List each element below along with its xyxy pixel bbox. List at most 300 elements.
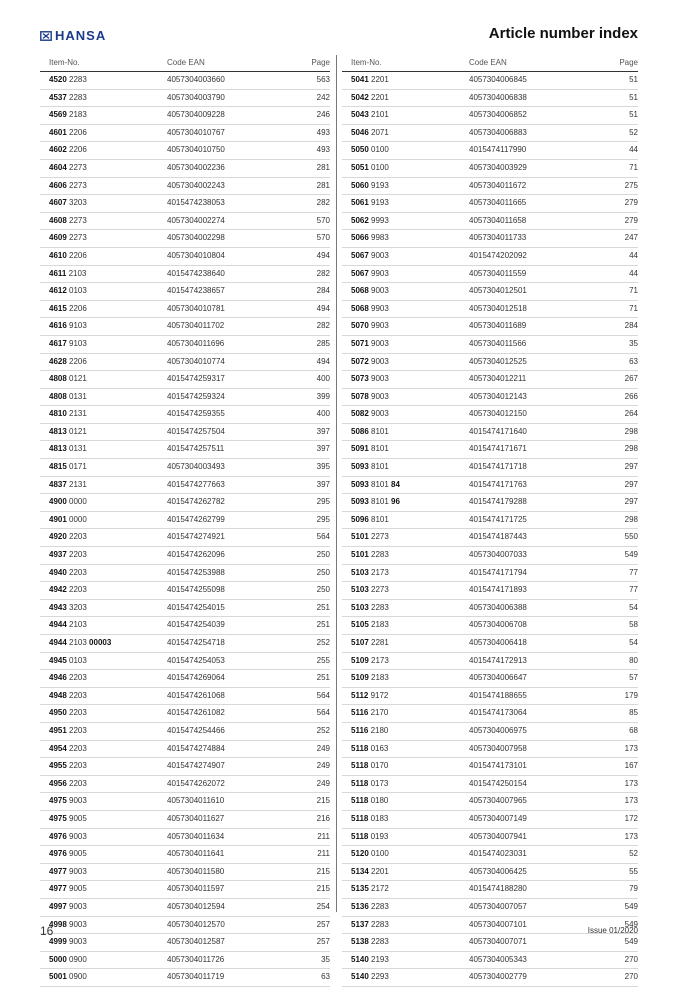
item-number [40,406,167,423]
item-number-base: 4943 [49,602,67,612]
item-number-suffix: 0170 [368,761,389,771]
page-ref: 264 [624,409,638,419]
page-ref: 54 [629,602,638,612]
item-number-base: 4920 [49,532,67,542]
item-number-suffix: 2201 [368,92,389,102]
item-number-base: 5101 [351,550,369,560]
item-number [342,670,469,687]
ean-code: 4057304003790 [167,92,225,102]
item-number [40,142,167,159]
item-number-suffix: 2283 [368,602,389,612]
item-number-base: 5103 [351,585,369,595]
item-number-base: 5118 [351,743,369,753]
page-ref: 549 [624,937,638,947]
page-ref: 298 [624,514,638,524]
table-row [40,195,330,213]
item-number [40,107,167,124]
item-number-base: 4612 [49,286,67,296]
ean-code: 4057304012525 [469,356,527,366]
item-number [342,230,469,247]
item-number [342,142,469,159]
table-row [342,846,638,864]
ean-code: 4057304002298 [167,233,225,243]
page-ref: 298 [624,444,638,454]
item-number-suffix: 2203 [66,725,87,735]
page-ref: 279 [624,215,638,225]
table-row [40,494,330,512]
page-ref: 564 [316,708,330,718]
item-number [342,125,469,142]
item-number-suffix: 8101 [368,444,389,454]
page-ref: 215 [316,866,330,876]
item-number [342,758,469,775]
page-ref: 173 [624,743,638,753]
table-row [342,617,638,635]
page-ref: 179 [624,690,638,700]
ean-code: 4015474269064 [167,673,225,683]
item-number-suffix: 9005 [66,849,87,859]
page-ref: 297 [624,479,638,489]
left-table-body [40,72,330,987]
item-number [342,776,469,793]
page-ref: 267 [624,374,638,384]
item-number [342,424,469,441]
table-row [342,969,638,987]
ean-code: 4057304011634 [167,831,225,841]
table-row [40,318,330,336]
table-row [342,741,638,759]
page-ref: 282 [316,321,330,331]
item-number-base: 4808 [49,374,67,384]
item-number-base: 5068 [351,286,369,296]
item-number-suffix: 2206 [66,303,87,313]
item-number-base: 5070 [351,321,369,331]
ean-code: 4057304011702 [167,321,225,331]
table-row [342,793,638,811]
item-number-suffix: 9003 [66,919,87,929]
item-number-base: 4537 [49,92,67,102]
left-column-table [40,55,330,987]
ean-code: 4015474262072 [167,778,225,788]
table-row [40,565,330,583]
table-row [342,125,638,143]
ean-code: 4057304007033 [469,550,527,560]
item-number-suffix: 8101 [368,462,389,472]
page-ref: 257 [316,937,330,947]
ean-code: 4015474250154 [469,778,527,788]
item-number-suffix: 2283 [368,901,389,911]
table-row [40,248,330,266]
table-row [40,459,330,477]
item-number [40,441,167,458]
item-number-base: 4942 [49,585,67,595]
item-number-base: 5140 [351,954,369,964]
page-ref: 563 [316,75,330,84]
table-row [342,494,638,512]
item-number [40,758,167,775]
item-number-base: 5093 [351,479,369,489]
table-row [40,512,330,530]
page-ref: 564 [316,690,330,700]
table-row [40,829,330,847]
item-number-suffix: 0900 [66,972,87,982]
page-ref: 44 [629,145,638,155]
item-number-suffix: 2283 [66,92,87,102]
page-ref: 246 [316,110,330,120]
col-header-ean: Code EAN [167,58,205,67]
item-number-base: 5043 [351,110,369,120]
item-number-base: 4813 [49,426,67,436]
item-number [342,283,469,300]
item-number-variant: 84 [391,479,400,489]
item-number-base: 4944 [49,620,67,630]
item-number [342,494,469,511]
ean-code: 4057304011627 [167,813,225,823]
ean-code: 4057304002243 [167,180,225,190]
table-row [342,266,638,284]
page-ref: 250 [316,567,330,577]
item-number-base: 5116 [351,708,369,718]
item-number-suffix: 2206 [66,356,87,366]
item-number-base: 5073 [351,374,369,384]
ean-code: 4057304010781 [167,303,225,313]
table-row [40,952,330,970]
table-row [40,723,330,741]
item-number-base: 5093 [351,462,369,472]
table-row [342,107,638,125]
item-number-suffix: 0100 [368,849,389,859]
item-number-suffix: 9003 [66,901,87,911]
table-row [40,354,330,372]
page-ref: 281 [316,180,330,190]
page-ref: 257 [316,919,330,929]
item-number-suffix: 8101 [368,514,389,524]
brand-name: HANSA [55,28,107,43]
item-number-base: 5082 [351,409,369,419]
page-ref: 172 [624,813,638,823]
item-number-base: 4945 [49,655,67,665]
item-number [40,195,167,212]
item-number-base: 5138 [351,937,369,947]
table-row [40,301,330,319]
item-number-base: 4976 [49,849,67,859]
item-number [342,600,469,617]
page-ref: 52 [629,127,638,137]
item-number [40,318,167,335]
item-number [342,160,469,177]
ean-code: 4015474171893 [469,585,527,595]
item-number [40,899,167,916]
item-number [40,213,167,230]
ean-code: 4015474188280 [469,884,527,894]
ean-code: 4015474259355 [167,409,225,419]
item-number-suffix: 2180 [368,725,389,735]
table-row [342,565,638,583]
page-ref: 494 [316,250,330,260]
item-number [342,459,469,476]
item-number [342,952,469,969]
ean-code: 4057304006647 [469,673,527,683]
hansa-logo-icon [40,31,52,41]
page-ref: 250 [316,585,330,595]
item-number-suffix: 0173 [368,778,389,788]
item-number-suffix: 2206 [66,127,87,137]
ean-code: 4015474277663 [167,479,225,489]
item-number [342,899,469,916]
col-header-item-no: Item-No. [49,58,80,67]
item-number [40,670,167,687]
ean-code: 4015474117990 [469,145,527,155]
table-row [342,90,638,108]
table-header-row [342,55,638,72]
ean-code: 4057304003660 [167,75,225,84]
item-number-suffix: 9003 [368,338,389,348]
item-number-suffix: 9003 [66,937,87,947]
ean-code: 4057304007941 [469,831,527,841]
ean-code: 4057304011580 [167,866,225,876]
page-ref: 549 [624,919,638,929]
ean-code: 4057304006425 [469,866,527,876]
item-number [40,512,167,529]
item-number-base: 5042 [351,92,369,102]
item-number-suffix: 0000 [66,497,87,507]
ean-code: 4015474254039 [167,620,225,630]
ean-code: 4057304003929 [469,162,527,172]
item-number-suffix: 2131 [66,479,87,489]
ean-code: 4057304012518 [469,303,527,313]
item-number-suffix: 9003 [368,356,389,366]
item-number-suffix: 3203 [66,198,87,208]
item-number [40,459,167,476]
table-row [40,160,330,178]
table-row [342,248,638,266]
item-number [342,477,469,494]
ean-code: 4057304007965 [469,796,527,806]
item-number-suffix: 2203 [66,778,87,788]
item-number-base: 4808 [49,391,67,401]
item-number-base: 5001 [49,972,67,982]
item-number-suffix: 2201 [368,75,389,84]
table-row [40,776,330,794]
ean-code: 4057304003493 [167,462,225,472]
page-ref: 80 [629,655,638,665]
item-number-base: 5060 [351,180,369,190]
table-row [40,741,330,759]
ean-code: 4057304011559 [469,268,527,278]
item-number-suffix: 9003 [66,866,87,876]
page-ref: 397 [316,426,330,436]
item-number [40,952,167,969]
item-number-suffix: 2283 [66,75,87,84]
item-number-suffix: 2101 [368,110,389,120]
table-row [342,160,638,178]
item-number-base: 4937 [49,550,67,560]
item-number-base: 4601 [49,127,67,137]
item-number [40,178,167,195]
ean-code: 4057304011726 [167,954,225,964]
table-row [342,283,638,301]
item-number-suffix: 2273 [368,585,389,595]
item-number-base: 5066 [351,233,369,243]
ean-code: 4015474173064 [469,708,527,718]
item-number-base: 5135 [351,884,369,894]
item-number [342,881,469,898]
page-ref: 297 [624,462,638,472]
ean-code: 4015474253988 [167,567,225,577]
page-ref: 167 [624,761,638,771]
table-row [40,389,330,407]
ean-code: 4057304012587 [167,937,225,947]
page-ref: 284 [316,286,330,296]
page-ref: 400 [316,409,330,419]
ean-code: 4015474202092 [469,250,527,260]
item-number [40,688,167,705]
item-number-suffix: 8101 [368,497,392,507]
item-number-base: 5046 [351,127,369,137]
item-number-suffix: 8101 [368,426,389,436]
page-ref: 52 [629,849,638,859]
item-number-suffix: 9003 [368,250,389,260]
item-number [342,793,469,810]
item-number-base: 4615 [49,303,67,313]
item-number-suffix: 2273 [66,162,87,172]
table-row [342,318,638,336]
table-row [40,336,330,354]
table-row [342,354,638,372]
item-number [40,389,167,406]
table-row [40,688,330,706]
item-number-base: 5136 [351,901,369,911]
table-row [40,617,330,635]
item-number-base: 5000 [49,954,67,964]
table-row [342,723,638,741]
table-row [40,670,330,688]
item-number-base: 4607 [49,198,67,208]
item-number-base: 4608 [49,215,67,225]
item-number-base: 5067 [351,250,369,260]
page-ref: 249 [316,778,330,788]
page-ref: 494 [316,356,330,366]
ean-code: 4057304010774 [167,356,225,366]
ean-code: 4015474023031 [469,849,527,859]
ean-code: 4015474274907 [167,761,225,771]
item-number [40,582,167,599]
item-number-suffix: 2203 [66,585,87,595]
item-number [342,723,469,740]
col-header-ean: Code EAN [469,58,507,67]
ean-code: 4015474259317 [167,374,225,384]
table-row [342,336,638,354]
item-number-base: 5118 [351,778,369,788]
table-row [342,952,638,970]
item-number-base: 4901 [49,514,67,524]
page-ref: 270 [624,954,638,964]
ean-code: 4015474254466 [167,725,225,735]
page-ref: 549 [624,550,638,560]
page-ref: 549 [624,901,638,911]
item-number [40,829,167,846]
page-header [40,25,638,49]
page-ref: 282 [316,198,330,208]
item-number-suffix: 2172 [368,884,389,894]
ean-code: 4057304002779 [469,972,527,982]
page-ref: 298 [624,426,638,436]
right-table-body [342,72,638,987]
page-ref: 35 [321,954,330,964]
item-number-base: 5140 [351,972,369,982]
page-ref: 216 [316,813,330,823]
table-row [40,600,330,618]
page-title: Article number index [488,25,638,42]
item-number [342,248,469,265]
table-row [342,881,638,899]
item-number-suffix: 0100 [368,145,389,155]
item-number-suffix: 2183 [368,620,389,630]
page-ref: 494 [316,303,330,313]
item-number-base: 4813 [49,444,67,454]
ean-code: 4057304006418 [469,638,527,647]
ean-code: 4057304007149 [469,813,527,823]
ean-code: 4057304010750 [167,145,225,155]
item-number [342,846,469,863]
item-number [342,582,469,599]
ean-code: 4057304006708 [469,620,527,630]
item-number-suffix: 2281 [368,638,389,647]
item-number [40,969,167,986]
page-ref: 275 [624,180,638,190]
item-number-suffix: 9193 [368,198,389,208]
item-number-base: 5109 [351,655,369,665]
table-row [40,178,330,196]
ean-code: 4057304007057 [469,901,527,911]
page-ref: 249 [316,743,330,753]
table-row [40,758,330,776]
item-number-base: 4616 [49,321,67,331]
ean-code: 4015474238640 [167,268,225,278]
table-row [342,776,638,794]
item-number-base: 4606 [49,180,67,190]
item-number-suffix: 2203 [66,532,87,542]
issue-label: Issue 01/2020 [587,926,638,935]
item-number-base: 4951 [49,725,67,735]
page-ref: 285 [316,338,330,348]
item-number-base: 4569 [49,110,67,120]
page-ref: 57 [629,673,638,683]
item-number-suffix: 2183 [368,673,389,683]
item-number [342,635,469,652]
item-number-base: 5103 [351,567,369,577]
item-number-suffix: 0180 [368,796,389,806]
item-number-base: 4998 [49,919,67,929]
item-number-base: 4975 [49,796,67,806]
page-ref: 54 [629,638,638,647]
table-row [342,230,638,248]
item-number-base: 4997 [49,901,67,911]
item-number-suffix: 9903 [368,321,389,331]
item-number [40,653,167,670]
ean-code: 4015474274884 [167,743,225,753]
ean-code: 4057304005343 [469,954,527,964]
table-row [342,864,638,882]
ean-code: 4057304002274 [167,215,225,225]
page-ref: 284 [624,321,638,331]
ean-code: 4057304011689 [469,321,527,331]
item-number-suffix: 2103 [66,638,90,647]
page-ref: 247 [624,233,638,243]
table-row [342,758,638,776]
ean-code: 4057304006975 [469,725,527,735]
item-number-suffix: 3203 [66,602,87,612]
